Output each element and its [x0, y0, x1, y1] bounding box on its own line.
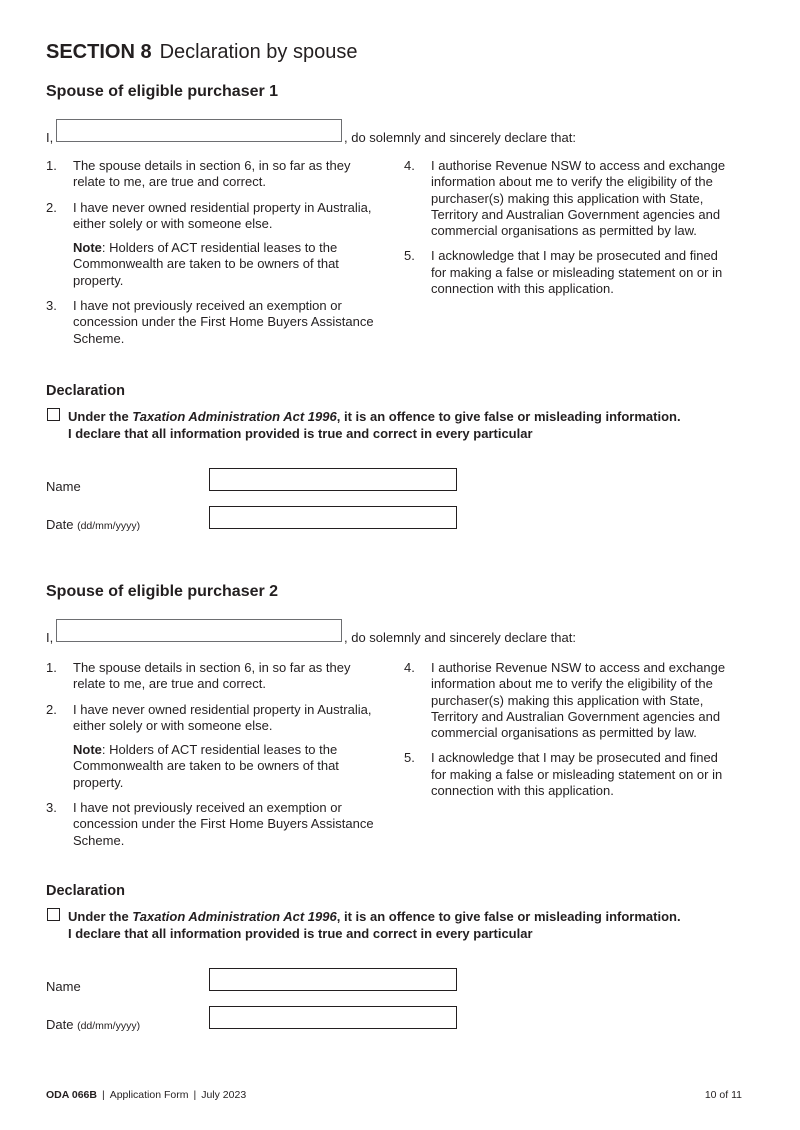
form-date: July 2023	[201, 1089, 247, 1101]
spouse-name-inline-field[interactable]	[56, 119, 342, 142]
statements-left	[46, 660, 386, 858]
statement-item: 2. I have never owned residential property in Australia, either solely or with someone else. Note: Holders of ACT residential leases to the Commonwealth are taken to be owners of that property.	[46, 702, 386, 791]
date-field[interactable]	[209, 1006, 457, 1029]
form-code: ODA 066B	[46, 1089, 97, 1101]
statement-note: Note: Holders of ACT residential leases to the Commonwealth are taken to be owners of that property.	[73, 240, 339, 288]
statement-item: 5. I acknowledge that I may be prosecuted and fined for making a false or misleading statement on or in connection with this application.	[404, 750, 723, 799]
declare-suffix: , do solemnly and sincerely declare that:	[344, 130, 576, 145]
date-label-row: Date (dd/mm/yyyy)	[46, 1017, 141, 1032]
declaration-checkbox[interactable]	[47, 908, 60, 921]
form-type: Application Form	[109, 1089, 189, 1101]
declaration-text: Under the Taxation Administration Act 1996, it is an offence to give false or misleading information. I declare that all information provided is true and correct in every particular	[68, 409, 681, 441]
statements-left	[46, 158, 386, 356]
declaration-checkbox[interactable]	[47, 408, 60, 421]
declaration-heading: Declaration	[46, 383, 125, 399]
declare-suffix: , do solemnly and sincerely declare that:	[344, 630, 576, 645]
statement-note: Note: Holders of ACT residential leases to the Commonwealth are taken to be owners of that property.	[73, 742, 339, 790]
page-number: 10 of 11	[704, 1089, 742, 1101]
section-header	[46, 41, 357, 64]
statement-item: 4. I authorise Revenue NSW to access and exchange information about me to verify the eligibility of the purchaser(s) making this application with State, Territory and Australian Government agencies and commercial organisations as permitted by law.	[404, 158, 726, 239]
footer-left: ODA 066B | Application Form | July 2023	[46, 1089, 247, 1101]
name-field[interactable]	[209, 468, 457, 491]
name-label: Name	[46, 979, 81, 994]
declaration-heading: Declaration	[46, 883, 125, 899]
section-title: Declaration by spouse	[159, 41, 358, 63]
name-label: Name	[46, 479, 81, 494]
statements-right	[404, 158, 734, 306]
statement-item: 3. I have not previously received an exemption or concession under the First Home Buyers Assistance Scheme.	[46, 298, 374, 346]
i-prefix: I,	[46, 630, 54, 645]
date-field[interactable]	[209, 506, 457, 529]
declaration-text: Under the Taxation Administration Act 1996, it is an offence to give false or misleading information. I declare that all information provided is true and correct in every particular	[68, 909, 681, 941]
spouse-name-inline-field[interactable]	[56, 619, 342, 642]
spouse-heading: Spouse of eligible purchaser 2	[46, 583, 279, 600]
spouse-heading: Spouse of eligible purchaser 1	[46, 83, 279, 100]
i-prefix: I,	[46, 130, 54, 145]
statement-item: 3. I have not previously received an exemption or concession under the First Home Buyers Assistance Scheme.	[46, 800, 374, 848]
statement-item: 4. I authorise Revenue NSW to access and exchange information about me to verify the eligibility of the purchaser(s) making this application with State, Territory and Australian Government agencies and commercial organisations as permitted by law.	[404, 660, 726, 741]
statement-item: 1. The spouse details in section 6, in so far as they relate to me, are true and correct.	[46, 158, 351, 190]
date-label-row: Date (dd/mm/yyyy)	[46, 517, 141, 532]
name-field[interactable]	[209, 968, 457, 991]
statements-right	[404, 660, 734, 808]
statement-item: 2. I have never owned residential property in Australia, either solely or with someone else. Note: Holders of ACT residential leases to the Commonwealth are taken to be owners of that property.	[46, 200, 386, 289]
statement-item: 5. I acknowledge that I may be prosecuted and fined for making a false or misleading statement on or in connection with this application.	[404, 248, 723, 297]
section-number: SECTION 8	[46, 41, 152, 63]
statement-item: 1. The spouse details in section 6, in so far as they relate to me, are true and correct.	[46, 660, 351, 692]
